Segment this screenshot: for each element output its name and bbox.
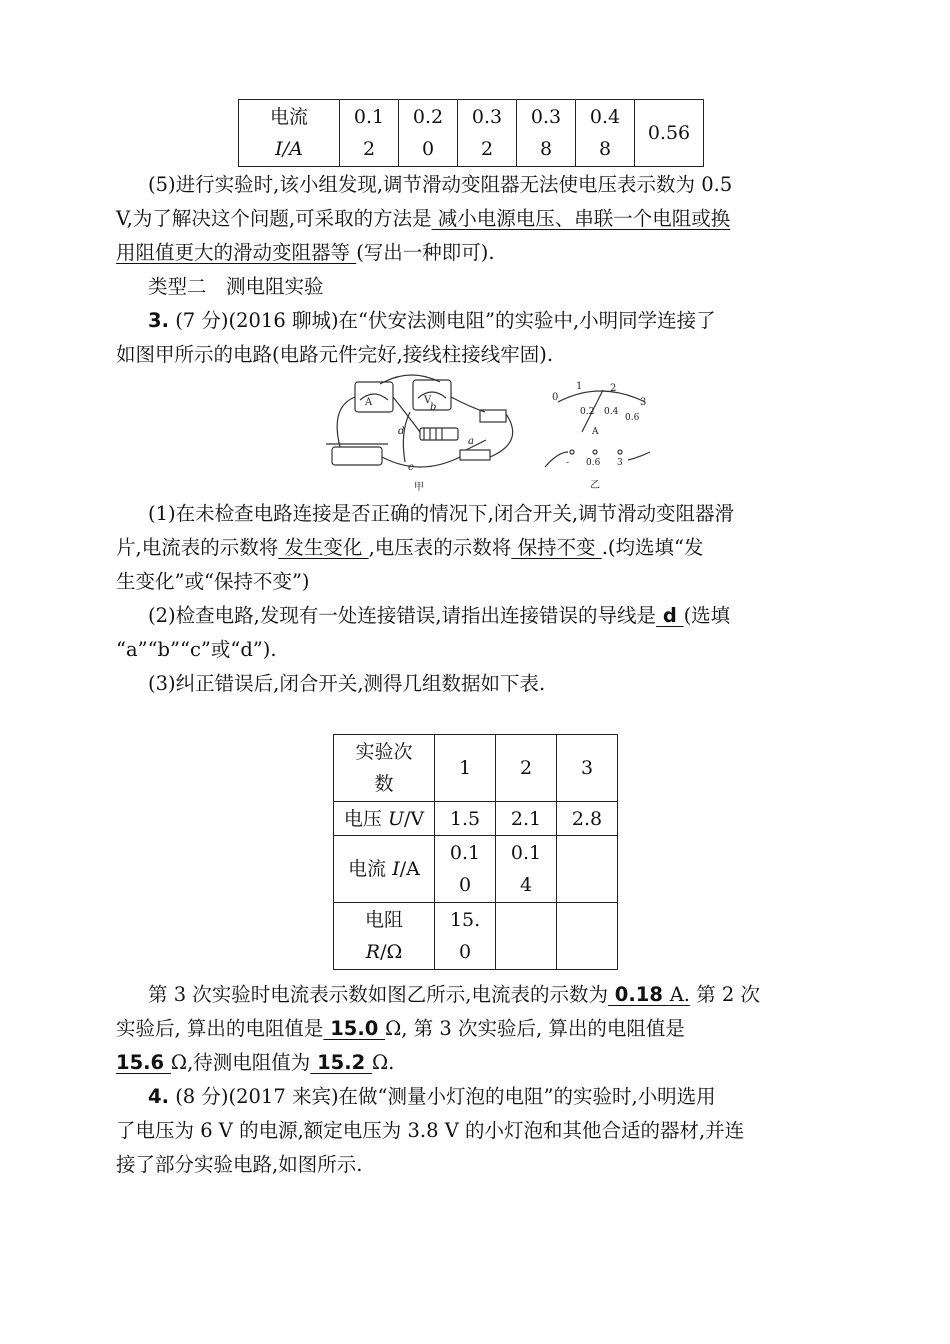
scale-unit: A (592, 427, 599, 437)
wire-label: a (468, 436, 474, 447)
terminal-label: 3 (617, 458, 623, 468)
table-cell: 电流 I/A (334, 836, 435, 903)
table-cell (496, 903, 557, 970)
circuit-figure (320, 372, 665, 492)
table-row-label: 电流 I/A (239, 100, 340, 167)
p4-line-3: 15.6 Ω,待测电阻值为 15.2 Ω. (116, 1051, 395, 1074)
table-cell: 0.56 (635, 100, 704, 167)
table-cell (557, 903, 618, 970)
answer-blank: 发生变化 (278, 536, 369, 559)
p4-line-2: 实验后, 算出的电阻值是 15.0 Ω, 第 3 次实验后, 算出的电阻值是 (116, 1017, 685, 1040)
current-table-top (238, 99, 704, 167)
data-table (333, 734, 618, 970)
table-header: 实验次 数 (334, 735, 435, 802)
wire-label: c (408, 462, 414, 473)
answer-blank: 0.18 (608, 983, 670, 1006)
section-heading: 类型二 测电阻实验 (148, 275, 324, 298)
p3-line-1: (3)纠正错误后,闭合开关,测得几组数据如下表. (148, 672, 546, 695)
scale-label: 0.4 (604, 407, 619, 417)
scale-label: 0.6 (625, 413, 640, 423)
p4-line-1: 第 3 次实验时电流表示数如图乙所示,电流表的示数为 0.18 A. 第 2 次 (148, 983, 761, 1006)
scale-label: 0.2 (580, 407, 595, 417)
answer-blank: 减小电源电压、串联一个电阻或换 (431, 207, 731, 230)
answer-blank: d (656, 604, 684, 627)
p2-line-2: “a”“b”“c”或“d”). (116, 638, 277, 661)
table-cell: 电阻 R/Ω (334, 903, 435, 970)
ammeter-label: A (365, 397, 373, 408)
answer-blank: 15.2 (310, 1051, 372, 1074)
answer-blank: 15.0 (323, 1017, 386, 1040)
p1-line-3: 生变化”或“保持不变”) (116, 570, 310, 593)
table-cell: 1.5 (435, 802, 496, 836)
q3-line-1: 3. (7 分)(2016 聊城)在“伏安法测电阻”的实验中,小明同学连接了 (148, 309, 716, 332)
table-cell: 0.4 8 (576, 100, 635, 167)
p1-line-1: (1)在未检查电路连接是否正确的情况下,闭合开关,调节滑动变阻器滑 (148, 502, 735, 525)
q3-line-2: 如图甲所示的电路(电路元件完好,接线柱接线牢固). (116, 343, 554, 366)
answer-blank: 保持不变 (511, 536, 602, 559)
voltmeter-label: V (424, 395, 432, 406)
terminal-label: - (566, 458, 570, 468)
table-header: 1 (435, 735, 496, 802)
table-cell: 0.3 8 (517, 100, 576, 167)
table-header: 2 (496, 735, 557, 802)
rheostat-icon (332, 447, 382, 465)
scale-label: 0 (552, 392, 559, 403)
switch-icon (460, 450, 490, 460)
p2-line-1: (2)检查电路,发现有一处连接错误,请指出连接错误的导线是 d (选填 (148, 604, 731, 627)
ammeter-icon (355, 382, 393, 412)
table-cell: 15. 0 (435, 903, 496, 970)
scale-label: 1 (576, 381, 583, 392)
resistor-icon (420, 428, 458, 440)
figure-caption-yi: 乙 (590, 480, 600, 491)
question-number: 4. (148, 1085, 169, 1108)
q5-line-2: V,为了解决这个问题,可采取的方法是 减小电源电压、串联一个电阻或换 (116, 207, 731, 230)
q5-line-3: 用阻值更大的滑动变阻器等 (写出一种即可). (116, 241, 495, 264)
question-number: 3. (148, 309, 169, 332)
wire-label: d (398, 426, 405, 437)
q4-line-2: 了电压为 6 V 的电源,额定电压为 3.8 V 的小灯泡和其他合适的器材,并连 (116, 1119, 745, 1142)
table-cell: 0.3 2 (458, 100, 517, 167)
table-cell: 电压 U/V (334, 802, 435, 836)
p1-line-2: 片,电流表的示数将 发生变化 ,电压表的示数将 保持不变 .(均选填“发 (116, 536, 704, 559)
answer-blank: 15.6 (116, 1051, 171, 1074)
answer-blank: 用阻值更大的滑动变阻器等 (116, 241, 357, 264)
q4-line-3: 接了部分实验电路,如图所示. (116, 1153, 363, 1176)
table-cell: 0.1 4 (496, 836, 557, 903)
q4-line-1: 4. (8 分)(2017 来宾)在做“测量小灯泡的电阻”的实验时,小明选用 (148, 1085, 716, 1108)
table-cell: 2.8 (557, 802, 618, 836)
figure-caption-jia: 甲 (414, 482, 424, 492)
scale-label: 3 (640, 397, 647, 408)
table-cell: 0.2 0 (399, 100, 458, 167)
table-cell: 2.1 (496, 802, 557, 836)
q5-line-1: (5)进行实验时,该小组发现,调节滑动变阻器无法使电压表示数为 0.5 (148, 173, 733, 196)
scale-label: 2 (610, 383, 617, 394)
table-header: 3 (557, 735, 618, 802)
wire-label: b (430, 402, 437, 413)
table-cell: 0.1 0 (435, 836, 496, 903)
terminal-label: 0.6 (586, 458, 601, 468)
table-cell (557, 836, 618, 903)
table-cell: 0.1 2 (340, 100, 399, 167)
